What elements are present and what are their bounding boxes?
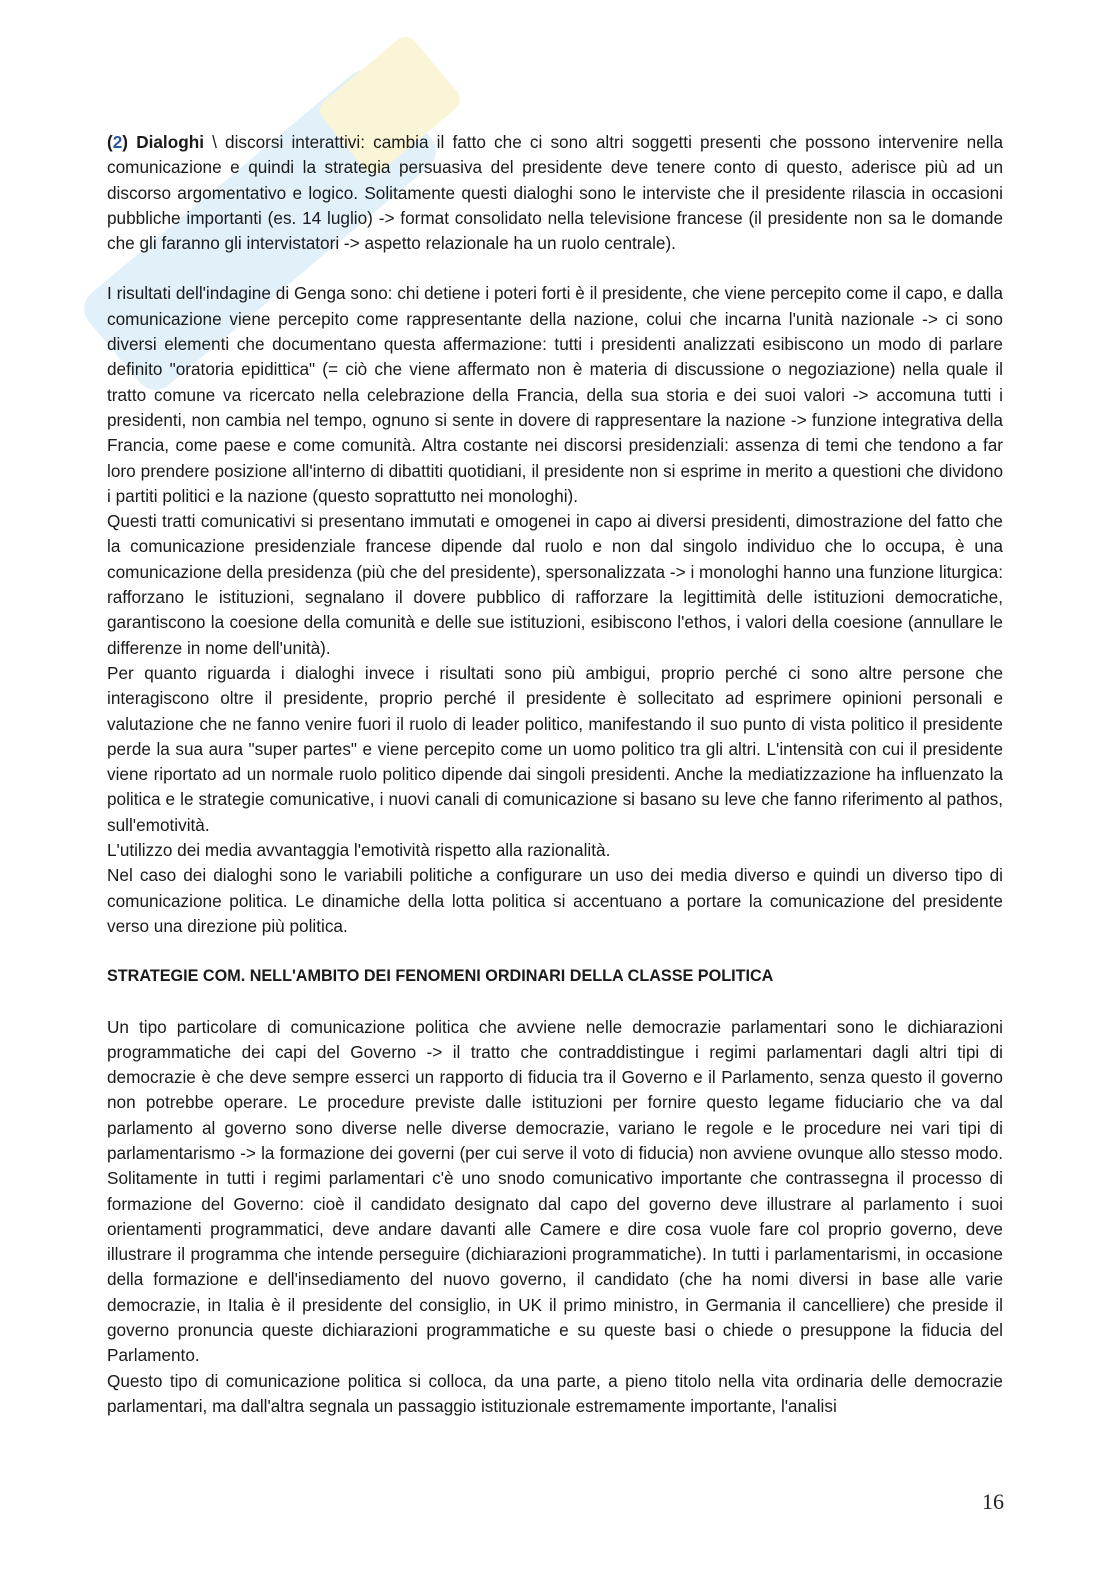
section-number: 2 <box>112 132 123 152</box>
section-heading: STRATEGIE COM. NELL'AMBITO DEI FENOMENI ORDINARI DELLA CLASSE POLITICA <box>107 967 774 986</box>
paragraph-media: L'utilizzo dei media avvantaggia l'emotività rispetto alla razionalità. <box>107 840 611 861</box>
section-title: Dialoghi <box>136 132 204 152</box>
paragraph-tratti: Questi tratti comunicativi si presentano immutati e omogenei in capo ai diversi presidenti, dimostrazione del fatto che la comunicazione presidenziale francese dipende dal ruolo e non dal singolo individuo che lo occupa, è una comunicazione della presidenza (più che del presidente), spersonalizzata -> i monologhi hanno una funzione liturgica: rafforzano le istituzioni, segnalano il dovere pubblico di rafforzare la legittimità delle istituzioni democratiche, garantiscono la coesione della comunità e delle sue istituzioni, esibiscono l'ethos, i valori della coesione (annullare le differenze in nome dell'unità). <box>107 511 1003 658</box>
numbering-open: ( <box>107 132 113 152</box>
paragraph-dichiarazioni: Un tipo particolare di comunicazione politica che avviene nelle democrazie parlamentari sono le dichiarazioni programmatiche dei capi del Governo -> il tratto che contraddistingue i regimi parlamentari dagli altri tipi di democrazie è che deve sempre esserci un rapporto di fiducia tra il Governo e il Parlamento, senza questo il governo non potrebbe operare. Le procedure previste dalle istituzioni per fornire questo legame fiduciario che va dal parlamento al governo sono diverse nelle diverse democrazie, variano le regole e le procedure nei vari tipi di parlamentarismo -> la formazione dei governi (per cui serve il voto di fiducia) non avviene ovunque allo stesso modo. Solitamente in tutti i regimi parlamentari c'è uno snodo comunicativo importante che contrassegna il processo di formazione del Governo: cioè il candidato designato dal capo del governo deve illustrare al parlamento i suoi orientamenti programmatici, deve andare davanti alle Camere e dire cosa vuole fare col proprio governo, deve illustrare il programma che intende perseguire (dichiarazioni programmatiche). In tutti i parlamentarismi, in occasione della formazione e dell'insediamento del nuovo governo, il candidato (che ha nomi diversi in base alle varie democrazie, in Italia è il presidente del consiglio, in UK il primo ministro, in Germania il cancelliere) che preside il governo pronuncia queste dichiarazioni programmatiche e su queste basi o chiede o presuppone la fiducia del Parlamento. <box>107 1016 1003 1366</box>
page-number: 16 <box>982 1489 1004 1514</box>
paragraph-risultati: I risultati dell'indagine di Genga sono: chi detiene i poteri forti è il presidente, che viene percepito come il capo, e dalla comunicazione viene percepito come rappresentante della nazione, colui che incarna l'unità nazionale -> ci sono diversi elementi che documentano questa affermazione: tutti i presidenti analizzati esibiscono un modo di parlare definito "oratoria epidittica" (= ciò che viene affermato non è materia di discussione o negoziazione) nella quale il tratto comune va ricercato nella celebrazione della Francia, della sua storia e dei suoi valori -> accomuna tutti i presidenti, non cambia nel tempo, ognuno si sente in dovere di rappresentare la nazione -> funzione integrativa della Francia, come paese e come comunità. Altra costante nei discorsi presidenziali: assenza di temi che tendono a far loro prendere posizione all'interno di dibattiti quotidiani, il presidente non si esprime in merito a questioni che dividono i partiti politici e la nazione (questo soprattutto nei monologhi). <box>107 283 1003 506</box>
numbering-close: ) <box>122 132 129 152</box>
section-body: \ discorsi interattivi: cambia il fatto che ci sono altri soggetti presenti che possono intervenire nella comunicazione e quindi la strategia persuasiva del presidente deve tenere conto di questo, aderisce più ad un discorso argomentativo e logico. Solitamente questi dialoghi sono le interviste che il presidente rilascia in occasioni pubbliche importanti (es. 14 luglio) -> format consolidato nella televisione francese (il presidente non sa le domande che gli faranno gli intervistatori -> aspetto relazionale ha un ruolo centrale). <box>107 132 1004 254</box>
document-body <box>107 130 1003 1419</box>
paragraph-dialoghi-risultati: Per quanto riguarda i dialoghi invece i risultati sono più ambigui, proprio perché ci sono altre persone che interagiscono oltre il presidente, proprio perché il presidente è sollecitato ad esprimere opinioni personali e valutazione che ne fanno venire fuori il ruolo di leader politico, manifestando il suo punto di vista politico il presidente perde la sua aura "super partes" e viene percepito come un uomo politico tra gli altri. L'intensità con cui il presidente viene riportato ad un normale ruolo politico dipende dai singoli presidenti. Anche la mediatizzazione ha influenzato la politica e le strategie comunicative, i nuovi canali di comunicazione si basano su leve che fanno riferimento al pathos, sull'emotività. <box>107 662 1003 835</box>
paragraph-variabili: Nel caso dei dialoghi sono le variabili politiche a configurare un uso dei media diverso e quindi un diverso tipo di comunicazione politica. Le dinamiche della lotta politica si accentuano a portare la comunicazione del presidente verso una direzione più politica. <box>107 865 1003 936</box>
paragraph-collocazione: Questo tipo di comunicazione politica si colloca, da una parte, a pieno titolo nella vita ordinaria delle democrazie parlamentari, ma dall'altra segnala un passaggio istituzionale estremamente importante, l'analisi <box>107 1370 1003 1416</box>
paragraph-dialoghi <box>107 130 1003 256</box>
